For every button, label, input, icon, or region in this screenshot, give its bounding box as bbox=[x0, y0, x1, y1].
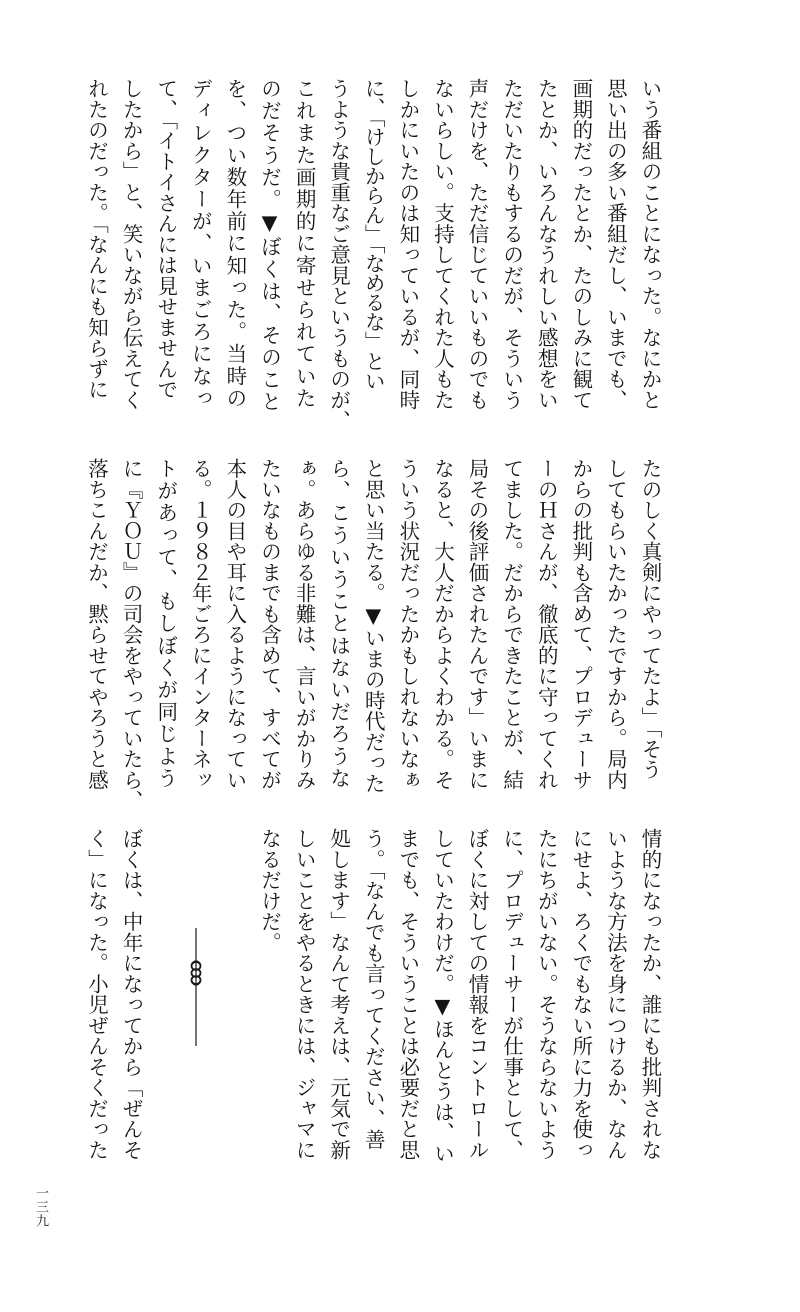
text-column: たとか、いろんなうれしい感想をい bbox=[534, 78, 559, 410]
text-column: 情的になったか、誰にも批判されな bbox=[638, 828, 662, 1160]
text-column: と思い当たる。▼いまの時代だった bbox=[361, 458, 386, 794]
text-column: ぁ。あらゆる非難は、言いがかりみ bbox=[292, 458, 317, 790]
text-column: 処します」なんて考えは、元気で新 bbox=[326, 828, 351, 1160]
text-block-lower bbox=[79, 828, 667, 1164]
text-column: いような方法を身につけるか、なん bbox=[603, 828, 628, 1160]
text-column: 声だけを、ただ信じていいものでも bbox=[465, 78, 490, 410]
text-column: て、「イトイさんには見せませんで bbox=[153, 78, 178, 400]
text-column: なるだけだ。 bbox=[257, 828, 282, 953]
text-column: たいなものまでも含めて、すべてが bbox=[257, 458, 282, 790]
text-column: ぼくに対しての情報をコントロール bbox=[465, 828, 490, 1160]
text-block-upper bbox=[79, 78, 667, 431]
text-column: 思い出の多い番組だし、いまでも、 bbox=[603, 78, 628, 410]
text-column: く」になった。小児ぜんそくだった bbox=[84, 828, 109, 1160]
text-column: 本人の目や耳に入るようになってい bbox=[222, 458, 247, 790]
text-column: ういう状況だったかもしれないなぁ bbox=[395, 458, 420, 790]
text-column: ディレクターが、いまごろになっ bbox=[188, 78, 213, 410]
text-column: いう番組のことになった。なにかと bbox=[638, 78, 662, 410]
text-column: を、つい数年前に知った。当時の bbox=[222, 78, 247, 410]
text-column: たのしく真剣にやってたよ」「そう bbox=[638, 458, 662, 780]
text-column: にせよ、ろくでもない所に力を使っ bbox=[568, 828, 593, 1160]
text-column: う。「なんでも言ってください、善 bbox=[361, 828, 386, 1150]
text-column: なると、大人だからよくわかる。そ bbox=[430, 458, 455, 790]
text-column: してもらいたかったですから。局内 bbox=[603, 458, 628, 790]
text-column: うような貴重なご意見というものが、 bbox=[326, 78, 351, 431]
text-column: からの批判も含めて、プロデューサ bbox=[568, 458, 593, 790]
text-block-middle bbox=[79, 458, 667, 811]
text-column: しいことをやるときには、ジャマに bbox=[292, 828, 317, 1160]
text-column: てました。だからできたことが、結 bbox=[499, 458, 524, 790]
text-column: したから」と、笑いながら伝えてく bbox=[119, 78, 144, 410]
section-divider-knot-icon bbox=[186, 928, 206, 1046]
text-column: これまた画期的に寄せられていた bbox=[292, 78, 317, 410]
text-column: れたのだった。「なんにも知らずに bbox=[84, 78, 109, 400]
text-column: していたわけだ。▼ほんとうは、い bbox=[430, 828, 455, 1164]
text-column: トがあって、もしぼくが同じよう bbox=[153, 458, 178, 790]
text-column: に、プロデューサーが仕事として、 bbox=[499, 828, 524, 1160]
page-number: 一三九 bbox=[33, 1186, 48, 1228]
text-column: 局その後評価されたんです」いまに bbox=[465, 458, 490, 790]
text-column: ら、こういうことはないだろうな bbox=[326, 458, 351, 790]
text-column: のだそうだ。▼ぼくは、そのこと bbox=[257, 78, 282, 413]
text-column: ただいたりもするのだが、そういう bbox=[499, 78, 524, 410]
text-column: までも、そういうことは必要だと思 bbox=[395, 828, 420, 1160]
text-column: しかにいたのは知っているが、同時 bbox=[395, 78, 420, 410]
text-column: る。１９８２年ごろにインターネッ bbox=[188, 458, 213, 790]
text-column: ないらしい。支持してくれた人もた bbox=[430, 78, 455, 410]
text-column: に、「けしからん」「なめるな」とい bbox=[361, 78, 386, 390]
column-spacer bbox=[217, 828, 252, 1160]
text-column: ーのＨさんが、徹底的に守ってくれ bbox=[534, 458, 559, 790]
text-column: 落ちこんだか、黙らせてやろうと感 bbox=[84, 458, 109, 790]
column-spacer bbox=[148, 828, 183, 1160]
text-column: 画期的だったとか、たのしみに観て bbox=[568, 78, 593, 410]
text-column: に『ＹＯＵ』の司会をやっていたら、 bbox=[119, 458, 144, 811]
text-column: たにちがいない。そうならないよう bbox=[534, 828, 559, 1160]
text-column: ぼくは、中年になってから「ぜんそ bbox=[119, 828, 144, 1160]
